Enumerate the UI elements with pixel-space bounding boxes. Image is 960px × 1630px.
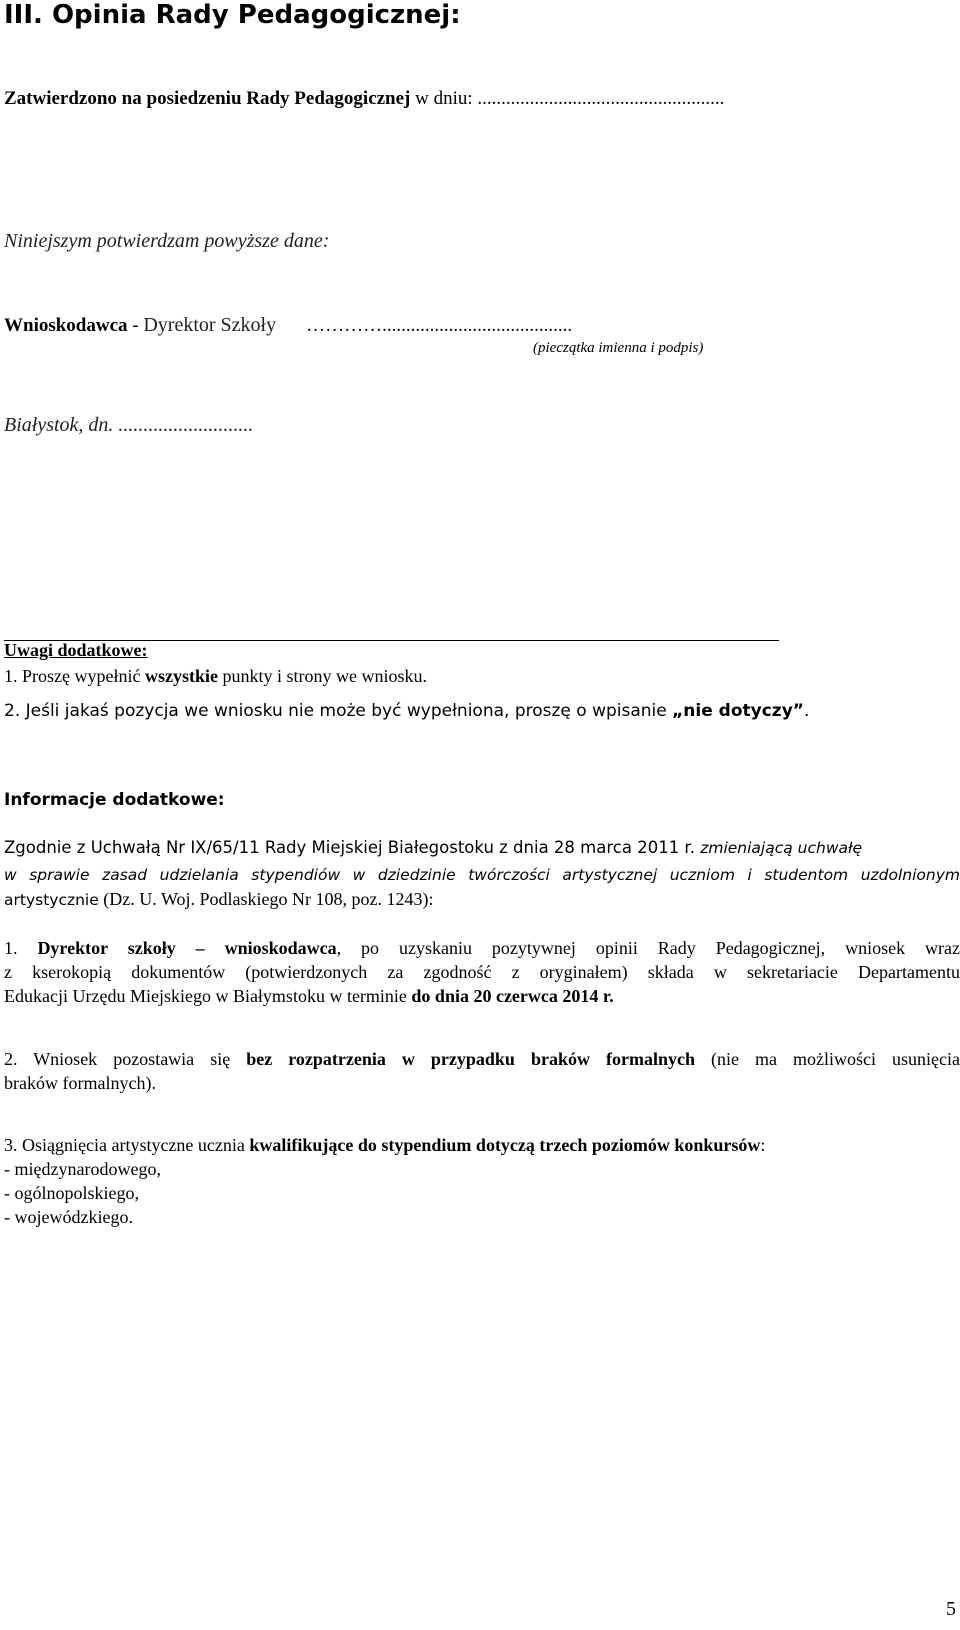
approval-date-label: w dniu: [415, 88, 473, 109]
confirmation-statement: Niniejszym potwierdzam powyższe dane: [4, 230, 330, 252]
rule-3-line-1 [4, 1133, 960, 1157]
note-1-emphasis: wszystkie [144, 666, 218, 686]
approval-date-field: .................................................... [477, 88, 725, 109]
level-item: - wojewódzkiego. [4, 1207, 133, 1227]
rule-1-bold: Dyrektor szkoły – wnioskodawca [37, 938, 337, 958]
level-item: - międzynarodowego, [4, 1159, 161, 1179]
note-2-text-a: 2. Jeśli jakaś pozycja we wniosku nie może być wypełniona, proszę o wpisanie [4, 701, 673, 721]
notes-title: Uwagi dodatkowe: [4, 640, 148, 660]
rule-1-rest: , po uzyskaniu pozytywnej opinii Rady Pedagogicznej, wniosek wraz [336, 938, 960, 958]
signature-field: …………........................................ [306, 315, 573, 336]
section-heading: III. Opinia Rady Pedagogicznej: [4, 0, 461, 30]
rule-1-number: 1. [4, 938, 38, 958]
rule-1-line-2: z kserokopią dokumentów (potwierdzonych za zgodność z oryginałem) składa w sekretariacie Departamentu [4, 962, 960, 982]
rule-1-line-1 [4, 936, 960, 960]
approval-label: Zatwierdzono na posiedzeniu Rady Pedagogicznej [4, 88, 411, 109]
info-title: Informacje dodatkowe: [4, 790, 225, 810]
note-item-2 [4, 701, 809, 721]
resolution-artistic: artystycznie [4, 891, 99, 909]
rule-2-line-1 [4, 1047, 960, 1071]
place-date: Białystok, dn. ........................... [4, 414, 254, 436]
resolution-reference [4, 887, 960, 912]
note-2-emphasis: „nie dotyczy” [672, 701, 804, 721]
applicant-label: Wnioskodawca [4, 315, 128, 336]
note-1-text-c: punkty i strony we wniosku. [217, 666, 427, 686]
applicant-separator: - [127, 315, 144, 336]
rule-2-line-2: braków formalnych). [4, 1073, 156, 1093]
note-2-text-c: . [803, 701, 810, 721]
rule-1 [4, 936, 960, 1008]
resolution-subject: w sprawie zasad udzielania stypendiów w dziedzinie twórczości artystycznej uczniom i studentom uzdolnionym [4, 866, 960, 884]
resolution-continuation [4, 863, 960, 912]
rule-2-rest: (nie ma możliwości usunięcia [694, 1049, 960, 1069]
stamp-caption: (pieczątka imienna i podpis) [533, 340, 704, 356]
rule-2-text: 2. Wniosek pozostawia się [4, 1049, 247, 1069]
rule-3-text: 3. Osiągnięcia artystyczne ucznia [4, 1135, 250, 1155]
rule-3 [4, 1133, 960, 1229]
resolution-amending: zmieniającą uchwałę [700, 839, 862, 857]
approval-line [4, 88, 724, 110]
note-item-1 [4, 666, 427, 687]
note-1-text-a: 1. Proszę wypełnić [4, 666, 145, 686]
resolution-line [4, 838, 862, 857]
rule-2 [4, 1047, 960, 1095]
page-number: 5 [946, 1598, 956, 1620]
rule-2-bold: bez rozpatrzenia w przypadku braków formalnych [246, 1049, 695, 1069]
rule-1-office: Edukacji Urzędu Miejskiego w Białymstoku w terminie [4, 986, 412, 1006]
rule-1-line-3 [4, 984, 960, 1008]
rule-3-bold: kwalifikujące do stypendium dotyczą trzech poziomów konkursów [249, 1135, 761, 1155]
resolution-text: Zgodnie z Uchwałą Nr IX/65/11 Rady Miejskiej Białegostoku z dnia 28 marca 2011 r. [4, 838, 695, 857]
rule-1-deadline: do dnia 20 czerwca 2014 r. [411, 986, 614, 1006]
level-item: - ogólnopolskiego, [4, 1183, 139, 1203]
resolution-journal: (Dz. U. Woj. Podlaskiego Nr 108, poz. 1243): [98, 889, 434, 909]
applicant-role: Dyrektor Szkoły [143, 314, 277, 336]
applicant-line [4, 314, 572, 337]
rule-3-colon: : [760, 1135, 766, 1155]
